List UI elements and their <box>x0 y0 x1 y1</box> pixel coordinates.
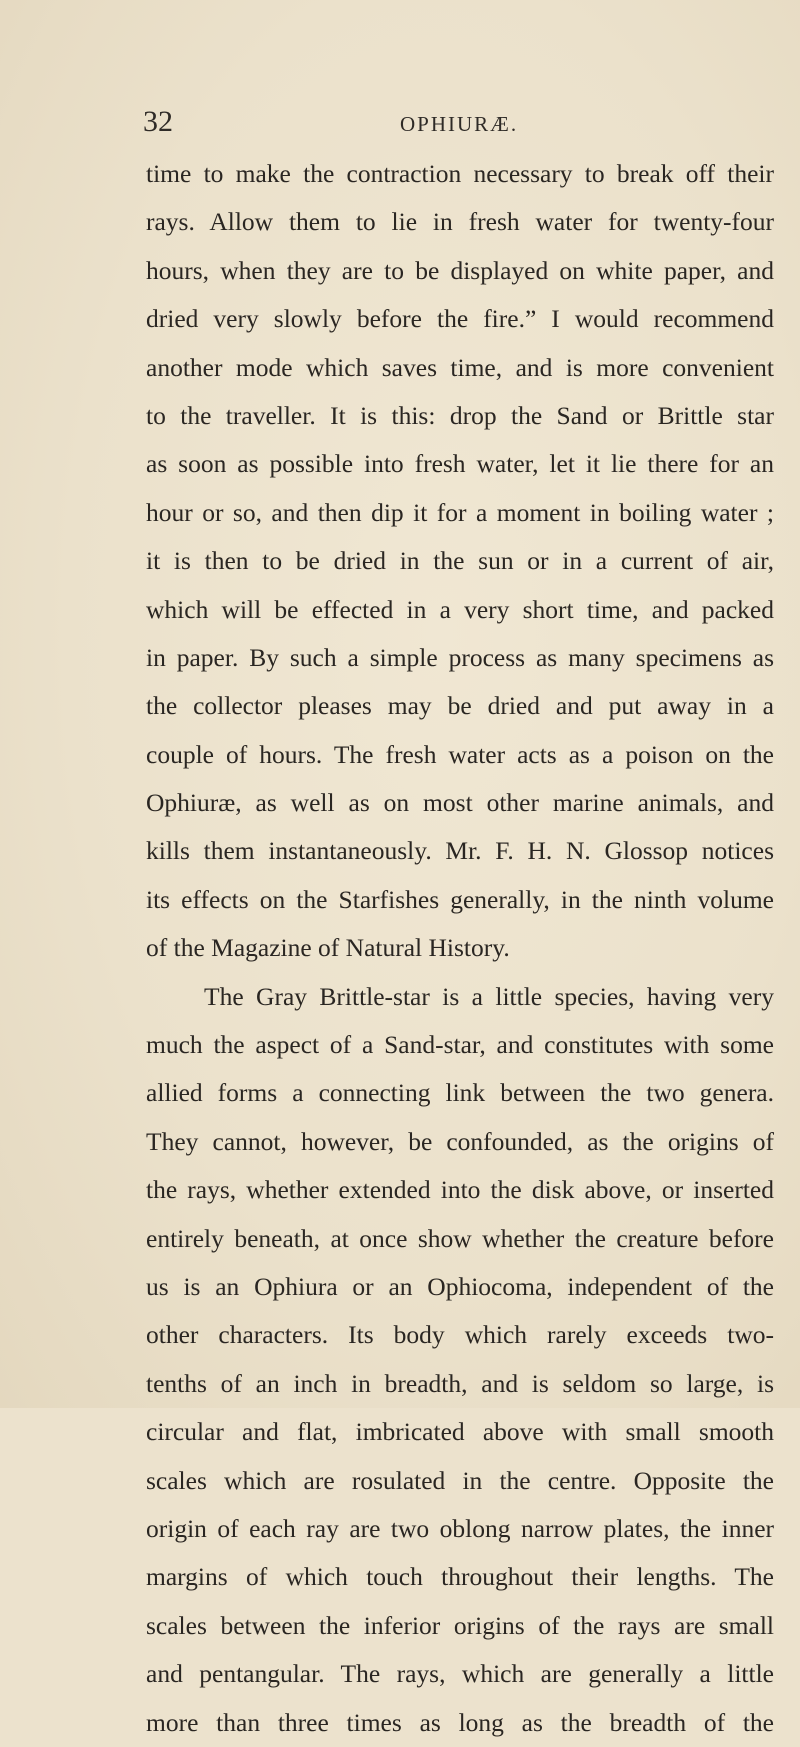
text-line: margins of which touch throughout their lengths. The <box>146 1562 774 1592</box>
page-header <box>0 102 800 142</box>
text-line: couple of hours. The fresh water acts as a poison on the <box>146 739 774 769</box>
text-line: time to make the contraction necessary to break off their <box>146 159 774 188</box>
paragraph-last-line: of the Magazine of Natural History. <box>146 933 510 963</box>
text-line: dried very slowly before the fire.” I would recommend <box>146 304 774 334</box>
paragraph-first-line: The Gray Brittle-star is a little species, having very <box>204 981 774 1011</box>
text-line: in paper. By such a simple process as many specimens as <box>146 642 774 672</box>
text-line: the rays, whether extended into the disk above, or inserted <box>146 1175 774 1205</box>
text-line: it is then to be dried in the sun or in a current of air, <box>146 546 774 576</box>
text-line: tenths of an inch in breadth, and is seldom so large, is <box>146 1368 774 1398</box>
text-line: circular and flat, imbricated above with small smooth <box>146 1417 774 1447</box>
text-line: other characters. Its body which rarely exceeds two- <box>146 1320 774 1350</box>
text-line: Ophiuræ, as well as on most other marine animals, and <box>146 788 774 818</box>
text-line: which will be effected in a very short time, and packed <box>146 594 774 624</box>
text-line: us is an Ophiura or an Ophiocoma, independent of the <box>146 1271 774 1301</box>
text-line: the collector pleases may be dried and put away in a <box>146 691 774 721</box>
body-text <box>146 150 774 1747</box>
text-line: another mode which saves time, and is more convenient <box>146 352 774 382</box>
text-line: rays. Allow them to lie in fresh water for twenty-four <box>146 207 774 237</box>
text-line: much the aspect of a Sand-star, and constitutes with some <box>146 1030 774 1060</box>
text-line: more than three times as long as the breadth of the <box>146 1707 774 1737</box>
text-line: as soon as possible into fresh water, let it lie there for an <box>146 449 774 479</box>
page-number: 32 <box>143 105 173 138</box>
text-line: and pentangular. The rays, which are generally a little <box>146 1659 774 1689</box>
text-line: scales between the inferior origins of the rays are small <box>146 1610 774 1640</box>
text-line: to the traveller. It is this: drop the Sand or Brittle star <box>146 400 774 430</box>
running-head: OPHIURÆ. <box>400 112 519 136</box>
text-line: origin of each ray are two oblong narrow plates, the inner <box>146 1513 774 1543</box>
text-line: hours, when they are to be displayed on white paper, and <box>146 255 774 285</box>
text-line: its effects on the Starfishes generally, in the ninth volume <box>146 884 774 914</box>
text-line: scales which are rosulated in the centre. Opposite the <box>146 1465 774 1495</box>
text-line: They cannot, however, be confounded, as the origins of <box>146 1126 774 1156</box>
text-line: entirely beneath, at once show whether the creature before <box>146 1223 774 1253</box>
text-line: kills them instantaneously. Mr. F. H. N. Glossop notices <box>146 836 774 866</box>
text-line: allied forms a connecting link between the two genera. <box>146 1078 774 1108</box>
text-line: hour or so, and then dip it for a moment in boiling water ; <box>146 497 774 527</box>
